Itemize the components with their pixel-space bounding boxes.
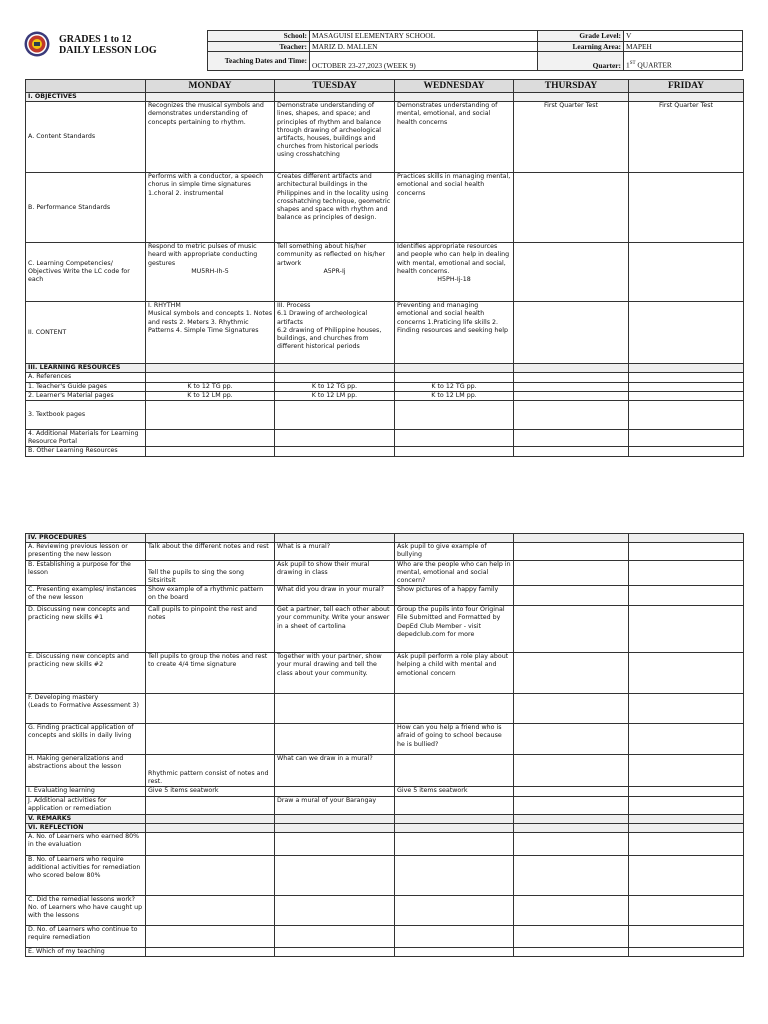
quarter-number: 1 bbox=[626, 60, 630, 70]
cell-thursday bbox=[514, 948, 629, 957]
cell-friday bbox=[629, 586, 744, 606]
cell-wednesday bbox=[395, 373, 514, 382]
table-row bbox=[26, 586, 744, 606]
table-row bbox=[26, 173, 744, 243]
section-empty-cell bbox=[629, 814, 744, 823]
cell-text: Tell pupils to group the notes and rest to create 4/4 time signature bbox=[148, 653, 268, 669]
cell-text: K to 12 LM pp. bbox=[187, 391, 233, 399]
cell-friday bbox=[629, 373, 744, 382]
dates-value: OCTOBER 23-27,2023 (WEEK 9) bbox=[310, 52, 538, 71]
row-label-b-establishing-a-purpose-for-the-lesson: B. Establishing a purpose for the lesson bbox=[26, 560, 146, 586]
cell-friday bbox=[629, 543, 744, 560]
cell-friday bbox=[629, 755, 744, 787]
cell-friday bbox=[629, 694, 744, 724]
cell-tuesday bbox=[275, 586, 395, 606]
row-label-i-evaluating-learning: I. Evaluating learning bbox=[26, 787, 146, 797]
cell-text: K to 12 TG pp. bbox=[431, 382, 477, 390]
cell-text: Show pictures of a happy family bbox=[397, 586, 499, 594]
row-label-h-making-generalizations-and-abstraction: H. Making generalizations and abstractions about the lesson bbox=[26, 755, 146, 787]
cell-thursday bbox=[514, 797, 629, 814]
cell-wednesday bbox=[395, 173, 514, 243]
cell-wednesday bbox=[395, 302, 514, 364]
quarter-label: Quarter: bbox=[538, 52, 624, 71]
cell-wednesday bbox=[395, 401, 514, 430]
teacher-value: MARIZ D. MALLEN bbox=[310, 41, 538, 52]
cell-monday bbox=[146, 102, 275, 173]
quarter-suffix: ST bbox=[629, 61, 636, 67]
cell-text: Call pupils to pinpoint the rest and notes bbox=[148, 606, 257, 622]
cell-tuesday bbox=[275, 797, 395, 814]
cell-text: K to 12 TG pp. bbox=[311, 382, 358, 390]
quarter-text: QUARTER bbox=[635, 60, 672, 70]
cell-text: Respond to metric pulses of music heard with appropriate conducting gestures bbox=[148, 243, 258, 267]
title-line-1: GRADES 1 to 12 bbox=[59, 34, 132, 45]
row-label-b-other-learning-resources: B. Other Learning Resources bbox=[26, 447, 146, 456]
cell-text: Show example of a rhythmic pattern on the board bbox=[148, 586, 264, 602]
cell-tuesday bbox=[275, 401, 395, 430]
lc-code: A5PR-Ij bbox=[323, 267, 346, 275]
cell-thursday bbox=[514, 373, 629, 382]
section-empty-cell bbox=[629, 823, 744, 832]
section-header-iii-learning-resources: III. LEARNING RESOURCES bbox=[26, 364, 146, 373]
table-row bbox=[26, 543, 744, 560]
section-empty-cell bbox=[146, 823, 275, 832]
row-label-e-which-of-my-teaching: E. Which of my teaching bbox=[26, 948, 146, 957]
section-empty-cell bbox=[395, 364, 514, 373]
cell-friday bbox=[629, 787, 744, 797]
cell-tuesday bbox=[275, 243, 395, 302]
cell-thursday bbox=[514, 896, 629, 926]
cell-tuesday bbox=[275, 856, 395, 896]
cell-tuesday bbox=[275, 447, 395, 456]
cell-text: Practices skills in managing mental, emotional and social health concerns bbox=[397, 173, 511, 197]
section-header-v-remarks: V. REMARKS bbox=[26, 814, 146, 823]
cell-monday bbox=[146, 373, 275, 382]
cell-thursday bbox=[514, 694, 629, 724]
cell-thursday bbox=[514, 560, 629, 586]
table-row bbox=[26, 382, 744, 391]
cell-wednesday bbox=[395, 391, 514, 400]
section-empty-cell bbox=[275, 814, 395, 823]
area-value: MAPEH bbox=[624, 41, 743, 52]
cell-monday bbox=[146, 926, 275, 948]
cell-wednesday bbox=[395, 560, 514, 586]
cell-tuesday bbox=[275, 787, 395, 797]
row-label-4-additional-materials-for-learning-reso: 4. Additional Materials for Learning Resource Portal bbox=[26, 430, 146, 447]
cell-thursday bbox=[514, 302, 629, 364]
cell-text: Group the pupils into four Original File Submitted and Formatted by DepEd Club Member - visit depedclub.com for more bbox=[397, 606, 505, 638]
cell-thursday bbox=[514, 391, 629, 400]
cell-monday bbox=[146, 694, 275, 724]
section-empty-cell bbox=[146, 93, 275, 102]
cell-text: I. RHYTHM Musical symbols and concepts 1. Notes and rests 2. Meters 3. Rhythmic Patterns 4. Simple Time Signatures bbox=[148, 302, 272, 334]
cell-monday bbox=[146, 797, 275, 814]
cell-tuesday bbox=[275, 606, 395, 653]
cell-text: Rhythmic pattern consist of notes and rest. bbox=[148, 769, 269, 786]
cell-tuesday bbox=[275, 543, 395, 560]
day-thursday: THURSDAY bbox=[514, 80, 629, 93]
cell-friday bbox=[629, 653, 744, 694]
cell-friday bbox=[629, 948, 744, 957]
row-label-1-teacher-s-guide-pages: 1. Teacher's Guide pages bbox=[26, 382, 146, 391]
cell-thursday bbox=[514, 382, 629, 391]
cell-friday bbox=[629, 430, 744, 447]
cell-wednesday bbox=[395, 797, 514, 814]
cell-monday bbox=[146, 560, 275, 586]
cell-text: Talk about the different notes and rest bbox=[148, 543, 269, 551]
cell-text: Demonstrate understanding of lines, shapes, and space; and principles of rhythm and balance through drawing of archeological artifacts, houses, buildings and churches from historical periods using crosshatching bbox=[277, 102, 382, 159]
deped-seal-logo bbox=[24, 31, 50, 57]
cell-text: What did you draw in your mural? bbox=[277, 586, 385, 594]
cell-thursday bbox=[514, 653, 629, 694]
table-row bbox=[26, 948, 744, 957]
cell-monday bbox=[146, 856, 275, 896]
row-label-j-additional-activities-for-application-: J. Additional activities for application or remediation bbox=[26, 797, 146, 814]
cell-wednesday bbox=[395, 447, 514, 456]
cell-monday bbox=[146, 243, 275, 302]
cell-wednesday bbox=[395, 243, 514, 302]
cell-wednesday bbox=[395, 606, 514, 653]
cell-thursday bbox=[514, 173, 629, 243]
section-header-i-objectives: I. OBJECTIVES bbox=[26, 93, 146, 102]
title-line-2: DAILY LESSON LOG bbox=[59, 45, 157, 56]
day-monday: MONDAY bbox=[146, 80, 275, 93]
cell-tuesday bbox=[275, 926, 395, 948]
table-row bbox=[26, 653, 744, 694]
table-row bbox=[26, 560, 744, 586]
cell-thursday bbox=[514, 833, 629, 856]
cell-monday bbox=[146, 543, 275, 560]
cell-thursday bbox=[514, 787, 629, 797]
cell-text: What can we draw in a mural? bbox=[277, 755, 373, 763]
cell-monday bbox=[146, 724, 275, 755]
cell-friday bbox=[629, 797, 744, 814]
lc-code: MU5RH-Ih-5 bbox=[191, 267, 229, 275]
cell-text: Who are the people who can help in mental, emotional and social concern? bbox=[397, 560, 511, 585]
cell-tuesday bbox=[275, 430, 395, 447]
cell-friday bbox=[629, 926, 744, 948]
table-row bbox=[26, 814, 744, 823]
cell-tuesday bbox=[275, 173, 395, 243]
cell-text: Tell something about his/her community as reflected on his/her artwork bbox=[277, 243, 386, 267]
cell-text: Give 5 items seatwork bbox=[397, 787, 468, 795]
cell-text: III. Process 6.1 Drawing of archeological artifacts 6.2 drawing of Philippine houses, buildings, and churches from different historical periods bbox=[277, 302, 382, 351]
corner-cell bbox=[26, 80, 146, 93]
cell-tuesday bbox=[275, 302, 395, 364]
cell-wednesday bbox=[395, 694, 514, 724]
section-empty-cell bbox=[146, 534, 275, 543]
cell-thursday bbox=[514, 243, 629, 302]
lc-code: H5PH-Ij-18 bbox=[437, 276, 471, 284]
cell-monday bbox=[146, 948, 275, 957]
cell-tuesday bbox=[275, 102, 395, 173]
cell-monday bbox=[146, 653, 275, 694]
cell-friday bbox=[629, 391, 744, 400]
table-row bbox=[26, 102, 744, 173]
section-empty-cell bbox=[629, 364, 744, 373]
cell-wednesday bbox=[395, 724, 514, 755]
cell-friday bbox=[629, 606, 744, 653]
cell-text: Ask pupil to show their mural drawing in class bbox=[277, 560, 370, 576]
cell-text: Ask pupil to give example of bullying bbox=[397, 543, 487, 559]
row-label-f-developing-mastery-leads-to-formative-: F. Developing mastery (Leads to Formative Assessment 3) bbox=[26, 694, 146, 724]
cell-friday bbox=[629, 560, 744, 586]
cell-tuesday bbox=[275, 948, 395, 957]
section-empty-cell bbox=[275, 364, 395, 373]
cell-friday bbox=[629, 447, 744, 456]
cell-monday bbox=[146, 787, 275, 797]
section-empty-cell bbox=[146, 364, 275, 373]
row-label-d-discussing-new-concepts-and-practicing: D. Discussing new concepts and practicing new skills #1 bbox=[26, 606, 146, 653]
cell-wednesday bbox=[395, 102, 514, 173]
cell-thursday bbox=[514, 102, 629, 173]
cell-tuesday bbox=[275, 653, 395, 694]
row-label-3-textbook-pages: 3. Textbook pages bbox=[26, 401, 146, 430]
section-empty-cell bbox=[395, 93, 514, 102]
row-label-b-no-of-learners-who-require-additional-: B. No. of Learners who require additional activities for remediation who scored below 80% bbox=[26, 856, 146, 896]
table-row bbox=[26, 606, 744, 653]
cell-monday bbox=[146, 586, 275, 606]
cell-friday bbox=[629, 173, 744, 243]
cell-wednesday bbox=[395, 430, 514, 447]
cell-monday bbox=[146, 382, 275, 391]
cell-friday bbox=[629, 382, 744, 391]
table-row bbox=[26, 447, 744, 456]
cell-text: Preventing and managing emotional and social health concerns 1.Praticing life skills 2. Finding resources and seeking help bbox=[397, 302, 509, 334]
table-row bbox=[26, 391, 744, 400]
cell-friday bbox=[629, 856, 744, 896]
cell-tuesday bbox=[275, 373, 395, 382]
table-row bbox=[26, 694, 744, 724]
section-empty-cell bbox=[395, 823, 514, 832]
cell-wednesday bbox=[395, 543, 514, 560]
lesson-log-table-1 bbox=[25, 79, 744, 457]
cell-monday bbox=[146, 606, 275, 653]
table-row bbox=[26, 430, 744, 447]
cell-monday bbox=[146, 447, 275, 456]
school-label: School: bbox=[208, 31, 310, 42]
cell-monday bbox=[146, 401, 275, 430]
table-row bbox=[26, 926, 744, 948]
cell-monday bbox=[146, 391, 275, 400]
table-row bbox=[26, 787, 744, 797]
table-row bbox=[26, 401, 744, 430]
dates-label: Teaching Dates and Time: bbox=[208, 52, 310, 71]
day-tuesday: TUESDAY bbox=[275, 80, 395, 93]
cell-thursday bbox=[514, 755, 629, 787]
table-row bbox=[26, 243, 744, 302]
cell-text: Identifies appropriate resources and people who can help in dealing with mental, emotional and social, health concerns. bbox=[397, 243, 510, 275]
row-label-ii-content: II. CONTENT bbox=[26, 302, 146, 364]
table-row bbox=[26, 896, 744, 926]
cell-tuesday bbox=[275, 560, 395, 586]
cell-text: Demonstrates understanding of mental, emotional, and social health concerns bbox=[397, 102, 498, 126]
table-row bbox=[26, 373, 744, 382]
cell-friday bbox=[629, 302, 744, 364]
cell-text: Together with your partner, show your mural drawing and tell the class about your community. bbox=[277, 653, 382, 677]
cell-thursday bbox=[514, 856, 629, 896]
cell-thursday bbox=[514, 724, 629, 755]
cell-wednesday bbox=[395, 896, 514, 926]
cell-wednesday bbox=[395, 856, 514, 896]
cell-tuesday bbox=[275, 382, 395, 391]
row-label-b-performance-standards: B. Performance Standards bbox=[26, 173, 146, 243]
section-empty-cell bbox=[275, 93, 395, 102]
section-empty-cell bbox=[514, 364, 629, 373]
cell-wednesday bbox=[395, 833, 514, 856]
cell-friday bbox=[629, 102, 744, 173]
cell-monday bbox=[146, 173, 275, 243]
table-row bbox=[26, 823, 744, 832]
cell-thursday bbox=[514, 586, 629, 606]
table-row bbox=[26, 302, 744, 364]
cell-wednesday bbox=[395, 755, 514, 787]
cell-text: K to 12 LM pp. bbox=[311, 391, 358, 399]
cell-text: What is a mural? bbox=[277, 543, 331, 551]
cell-monday bbox=[146, 302, 275, 364]
cell-text: Tell the pupils to sing the song Sitsiritsit bbox=[148, 568, 245, 585]
document-title bbox=[59, 34, 157, 56]
cell-thursday bbox=[514, 926, 629, 948]
day-friday: FRIDAY bbox=[629, 80, 744, 93]
table-row bbox=[26, 724, 744, 755]
cell-wednesday bbox=[395, 926, 514, 948]
cell-text: Recognizes the musical symbols and demonstrates understanding of concepts pertaining to rhythm. bbox=[148, 102, 264, 126]
row-label-c-did-the-remedial-lessons-work-no-of-le: C. Did the remedial lessons work? No. of Learners who have caught up with the lessons bbox=[26, 896, 146, 926]
cell-wednesday bbox=[395, 653, 514, 694]
section-empty-cell bbox=[275, 823, 395, 832]
cell-tuesday bbox=[275, 755, 395, 787]
table-row bbox=[26, 93, 744, 102]
table-row bbox=[26, 364, 744, 373]
section-header-vi-reflection: VI. REFLECTION bbox=[26, 823, 146, 832]
cell-text: First Quarter Test bbox=[659, 102, 713, 110]
row-label-a-content-standards: A. Content Standards bbox=[26, 102, 146, 173]
row-label-d-no-of-learners-who-continue-to-require: D. No. of Learners who continue to require remediation bbox=[26, 926, 146, 948]
quarter-value bbox=[624, 52, 743, 71]
row-label-a-no-of-learners-who-earned-80-in-the-ev: A. No. of Learners who earned 80% in the evaluation bbox=[26, 833, 146, 856]
section-empty-cell bbox=[629, 534, 744, 543]
cell-monday bbox=[146, 833, 275, 856]
table-row bbox=[26, 755, 744, 787]
section-empty-cell bbox=[514, 93, 629, 102]
lesson-log-table-2 bbox=[25, 533, 744, 957]
section-empty-cell bbox=[146, 814, 275, 823]
cell-friday bbox=[629, 243, 744, 302]
cell-text: K to 12 TG pp. bbox=[187, 382, 233, 390]
cell-wednesday bbox=[395, 586, 514, 606]
row-label-g-finding-practical-application-of-conce: G. Finding practical application of concepts and skills in daily living bbox=[26, 724, 146, 755]
cell-thursday bbox=[514, 543, 629, 560]
teacher-label: Teacher: bbox=[208, 41, 310, 52]
cell-text: Draw a mural of your Barangay bbox=[277, 797, 377, 805]
cell-text: How can you help a friend who is afraid of going to school because he is bullied? bbox=[397, 724, 502, 748]
cell-wednesday bbox=[395, 787, 514, 797]
cell-text: K to 12 LM pp. bbox=[431, 391, 477, 399]
section-empty-cell bbox=[395, 814, 514, 823]
row-label-a-reviewing-previous-lesson-or-presentin: A. Reviewing previous lesson or presenting the new lesson bbox=[26, 543, 146, 560]
section-empty-cell bbox=[514, 534, 629, 543]
cell-monday bbox=[146, 896, 275, 926]
cell-text: Ask pupil perform a role play about helping a child with mental and emotional concern bbox=[397, 653, 509, 677]
row-label-e-discussing-new-concepts-and-practicing: E. Discussing new concepts and practicing new skills #2 bbox=[26, 653, 146, 694]
cell-wednesday bbox=[395, 382, 514, 391]
day-wednesday: WEDNESDAY bbox=[395, 80, 514, 93]
cell-thursday bbox=[514, 447, 629, 456]
row-label-2-learner-s-material-pages: 2. Learner's Material pages bbox=[26, 391, 146, 400]
cell-tuesday bbox=[275, 896, 395, 926]
cell-tuesday bbox=[275, 391, 395, 400]
header-info-table bbox=[207, 30, 743, 71]
table-row bbox=[26, 797, 744, 814]
row-label-a-references: A. References bbox=[26, 373, 146, 382]
cell-thursday bbox=[514, 401, 629, 430]
row-label-c-learning-competencies-objectives-write: C. Learning Competencies/ Objectives Write the LC code for each bbox=[26, 243, 146, 302]
row-label-c-presenting-examples-instances-of-the-n: C. Presenting examples/ instances of the new lesson bbox=[26, 586, 146, 606]
section-empty-cell bbox=[275, 534, 395, 543]
grade-label: Grade Level: bbox=[538, 31, 624, 42]
grade-value: V bbox=[624, 31, 743, 42]
table-row bbox=[26, 856, 744, 896]
section-empty-cell bbox=[514, 823, 629, 832]
cell-text: Give 5 items seatwork bbox=[148, 787, 219, 795]
school-value: MASAGUISI ELEMENTARY SCHOOL bbox=[310, 31, 538, 42]
cell-text: Creates different artifacts and architectural buildings in the Philippines and in the locality using crosshatching technique, geometric shapes and space with rhythm and balance as principles of design. bbox=[277, 173, 391, 222]
section-empty-cell bbox=[395, 534, 514, 543]
cell-friday bbox=[629, 724, 744, 755]
cell-thursday bbox=[514, 606, 629, 653]
cell-tuesday bbox=[275, 724, 395, 755]
section-empty-cell bbox=[514, 814, 629, 823]
cell-wednesday bbox=[395, 948, 514, 957]
cell-monday bbox=[146, 755, 275, 787]
cell-friday bbox=[629, 833, 744, 856]
section-empty-cell bbox=[629, 93, 744, 102]
area-label: Learning Area: bbox=[538, 41, 624, 52]
table-row bbox=[26, 833, 744, 856]
cell-text: Get a partner, tell each other about your community. Write your answer in a sheet of cartolina bbox=[277, 606, 390, 630]
cell-friday bbox=[629, 896, 744, 926]
cell-monday bbox=[146, 430, 275, 447]
table-row bbox=[26, 534, 744, 543]
cell-tuesday bbox=[275, 694, 395, 724]
cell-friday bbox=[629, 401, 744, 430]
cell-text: First Quarter Test bbox=[544, 102, 598, 110]
section-header-iv-procedures: IV. PROCEDURES bbox=[26, 534, 146, 543]
cell-thursday bbox=[514, 430, 629, 447]
cell-tuesday bbox=[275, 833, 395, 856]
cell-text: Performs with a conductor, a speech chorus in simple time signatures 1.choral 2. instrumental bbox=[148, 173, 264, 197]
